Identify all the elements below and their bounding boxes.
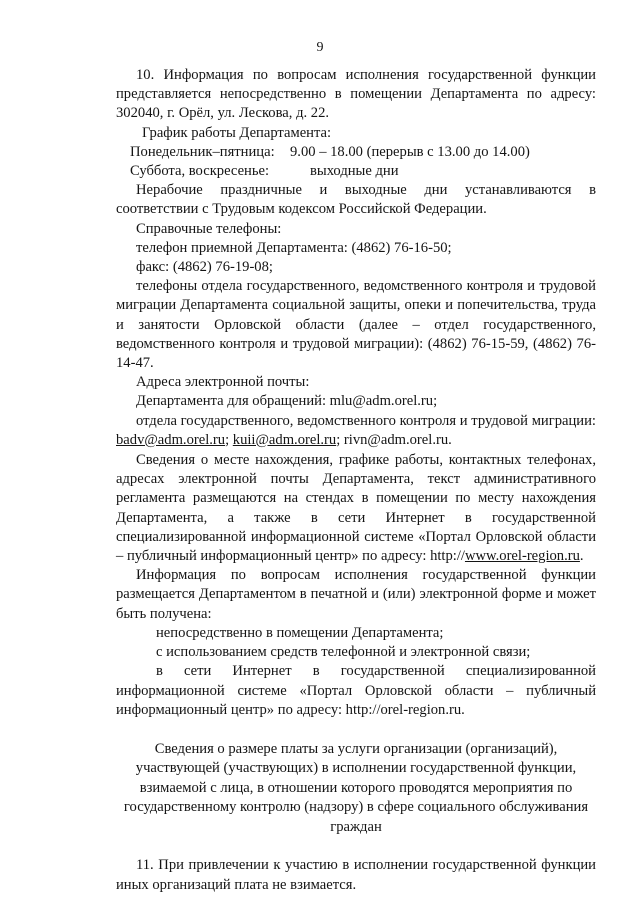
section-heading — [116, 740, 596, 838]
schedule-day: Понедельник–пятница: — [130, 143, 275, 160]
email-department — [116, 392, 596, 411]
heading-line: граждан — [330, 818, 382, 835]
email-rivn: rivn@adm.orel.ru. — [343, 431, 452, 448]
phones-department: телефоны отдела государственного, ведомственного контроля и трудовой миграции Департамента социальной защиты, опеки и попечительства, труда и занятости Орловской области (далее – отдел государственного, ведомственного контроля и трудовой миграции): (4862) 76-15-59, (4862) 76-14-47. — [116, 278, 596, 372]
email-link-badv[interactable]: badv@adm.orel.ru — [116, 431, 226, 448]
schedule-row-weekdays — [116, 143, 596, 162]
heading-line: взимаемой с лица, в отношении которого проводятся мероприятия по — [139, 779, 573, 796]
heading-line: государственному контролю (надзору) в сфере социального обслуживания — [123, 799, 589, 816]
phone-reception: телефон приемной Департамента: (4862) 76-16-50; — [136, 239, 452, 256]
email-otdel-label: отдела государственного, ведомственного контроля и трудовой миграции: — [136, 412, 596, 429]
paragraph-10-intro: 10. Информация по вопросам исполнения государственной функции представляется непосредственно в помещении Департамента по адресу: 302040, г. Орёл, ул. Лескова, д. 22. — [116, 67, 596, 122]
holidays-paragraph: Нерабочие праздничные и выходные дни устанавливаются в соответствии с Трудовым кодексом Российской Федерации. — [116, 182, 596, 218]
schedule-day: Суббота, воскресенье: — [130, 163, 270, 180]
email-department-label: Департамента для обращений: — [136, 393, 330, 410]
list-item: в сети Интернет в государственной специализированной информационной системе «Портал Орловской области – публичный информационный центр» по адресу: http://orel-region.ru. — [116, 663, 596, 718]
fax-line: факс: (4862) 76-19-08; — [136, 259, 273, 276]
info-place-text: Сведения о месте нахождения, графике работы, контактных телефонах, адресах электронной почты Департамента, текст административного регламента размещаются на стендах в помещении по месту нахождения Департамента, а также в сети Интернет в государственной специализированной информационной системе «Портал Орловской области – публичный информационный центр» по адресу: http:// — [116, 452, 596, 565]
paragraph-11: 11. При привлечении к участию в исполнении государственной функции иных организаций плата не взимается. — [116, 857, 596, 893]
schedule-row-weekend — [116, 162, 596, 181]
schedule-title: График работы Департамента: — [142, 124, 332, 141]
heading-line: участвующей (участвующих) в исполнении государственной функции, — [135, 760, 577, 777]
schedule-time: выходные дни — [310, 163, 399, 180]
email-title: Адреса электронной почты: — [136, 374, 310, 391]
schedule-time: 9.00 – 18.00 (перерыв с 13.00 до 14.00) — [290, 143, 530, 160]
info-place-paragraph: Сведения о месте нахождения, графике работы, контактных телефонах, адресах электронной почты Департамента, текст административного регламента размещаются на стендах в помещении по месту нахождения Департамента, а также в сети Интернет в государственной специализированной информационной системе «Портал Орловской области – публичный информационный центр» по адресу: http://www.orel-region.ru. — [116, 452, 596, 565]
info-forms-paragraph: Информация по вопросам исполнения государственной функции размещается Департаментом в печатной и (или) электронной форме и может быть получена: — [116, 567, 596, 622]
document-body — [116, 66, 596, 895]
page-number: 9 — [316, 40, 324, 55]
portal-link[interactable]: www.orel-region.ru — [464, 548, 580, 565]
heading-line: Сведения о размере платы за услуги организации (организаций), — [154, 740, 558, 757]
phones-title: Справочные телефоны: — [136, 220, 282, 237]
list-item: непосредственно в помещении Департамента; — [156, 624, 444, 641]
list-item: с использованием средств телефонной и электронной связи; — [156, 644, 531, 661]
email-otdel: отдела государственного, ведомственного контроля и трудовой миграции: badv@adm.orel.ru; kuii@adm.orel.ru; rivn@adm.orel.ru. — [116, 412, 596, 448]
email-department-address: mlu@adm.orel.ru; — [329, 393, 438, 410]
email-link-kuii[interactable]: kuii@adm.orel.ru — [232, 431, 337, 448]
